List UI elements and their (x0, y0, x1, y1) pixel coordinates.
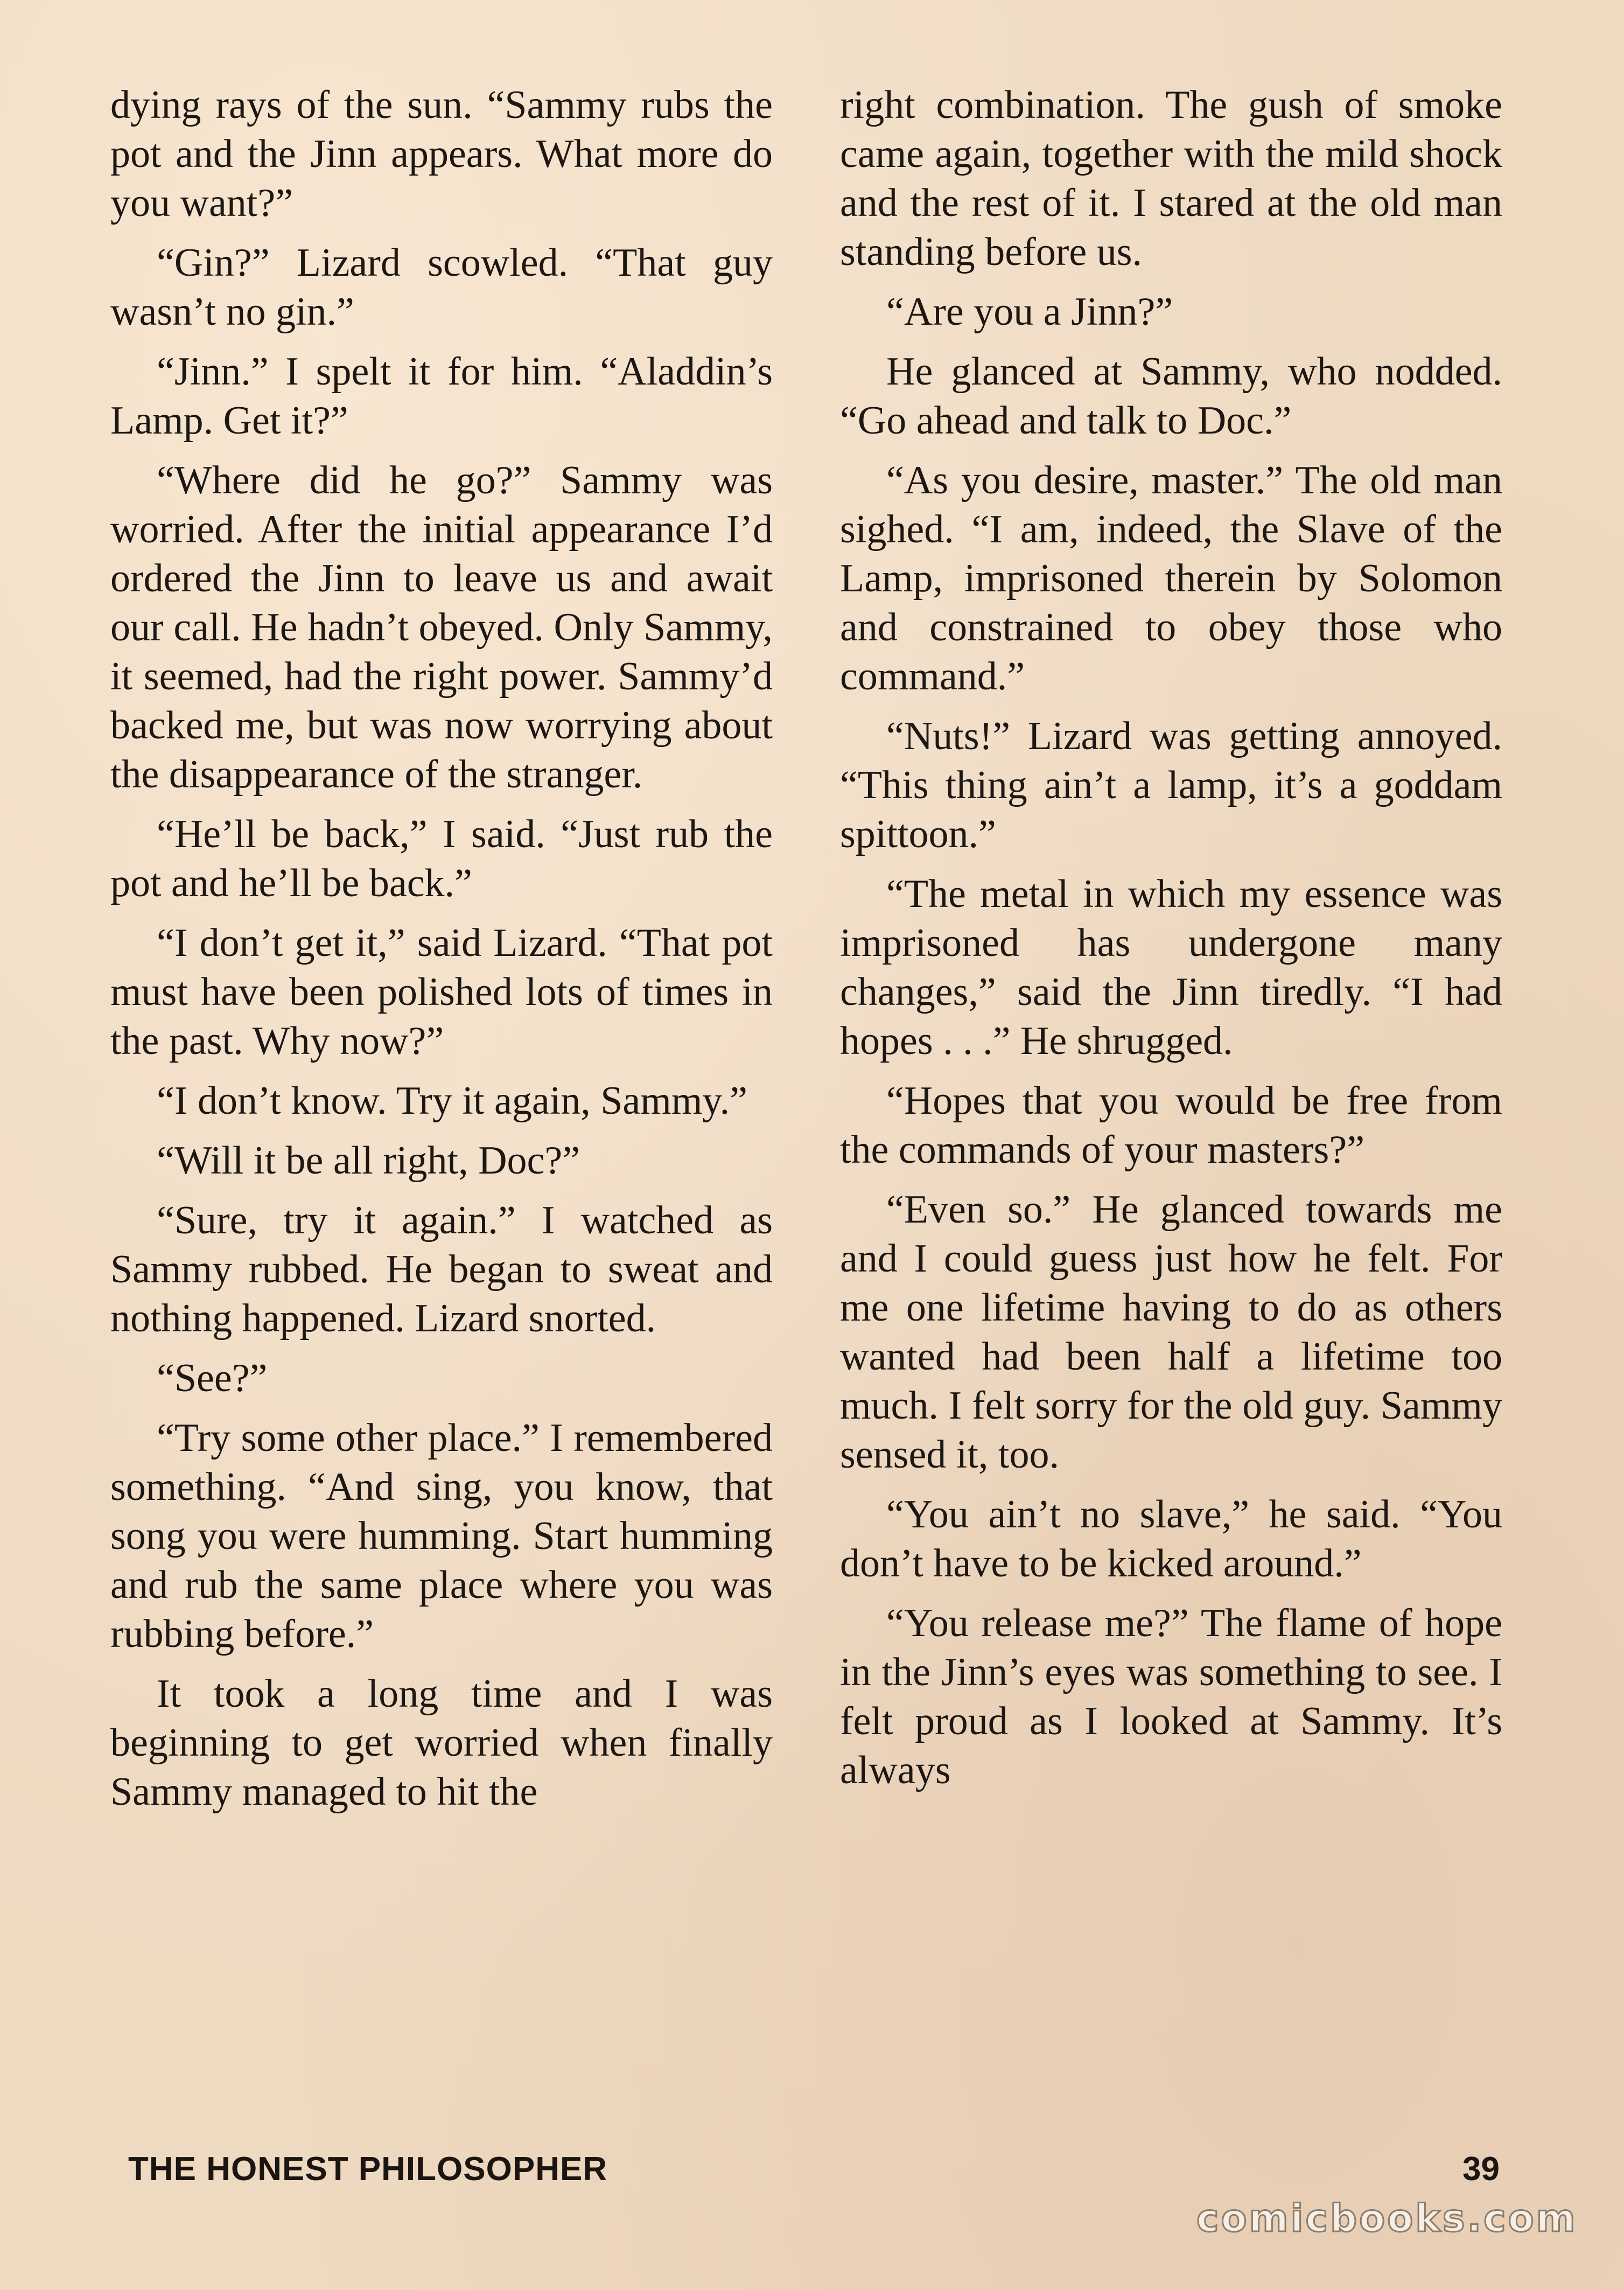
paragraph: “Jinn.” I spelt it for him. “Aladdin’s Lamp. Get it?” (110, 350, 773, 443)
paragraph: “As you desire, master.” The old man sighed. “I am, indeed, the Slave of the Lamp, imprisoned therein by Solomon and constrained to obey those who command.” (840, 458, 1502, 699)
page-number: 39 (1462, 2151, 1500, 2188)
paragraph: “Nuts!” Lizard was getting annoyed. “This thing ain’t a lamp, it’s a goddam spittoon.” (840, 714, 1502, 856)
paragraph: It took a long time and I was beginning to get worried when finally Sammy managed to hit the (110, 1672, 773, 1814)
running-footer-title: THE HONEST PHILOSOPHER (128, 2151, 608, 2188)
paragraph: “Hopes that you would be free from the commands of your masters?” (840, 1079, 1502, 1172)
paragraph: “You release me?” The flame of hope in the Jinn’s eyes was something to see. I felt proud as I looked at Sammy. It’s always (840, 1601, 1502, 1792)
paragraph: dying rays of the sun. “Sammy rubs the pot and the Jinn appears. What more do you want?” (110, 83, 773, 225)
paragraph: “I don’t know. Try it again, Sammy.” (157, 1079, 747, 1123)
paragraph: right combination. The gush of smoke came again, together with the mild shock and the rest of it. I stared at the old man standing before us. (840, 83, 1502, 274)
paragraph: He glanced at Sammy, who nodded. “Go ahead and talk to Doc.” (840, 350, 1502, 443)
paragraph: “He’ll be back,” I said. “Just rub the pot and he’ll be back.” (110, 812, 773, 905)
paragraph: “Gin?” Lizard scowled. “That guy wasn’t no gin.” (110, 241, 773, 334)
paragraph: “I don’t get it,” said Lizard. “That pot must have been polished lots of times in the past. Why now?” (110, 921, 773, 1063)
paragraph: “See?” (157, 1356, 268, 1400)
paragraph: “Will it be all right, Doc?” (157, 1139, 580, 1183)
paragraph: “The metal in which my essence was imprisoned has undergone many changes,” said the Jinn tiredly. “I had hopes . . .” He shrugged. (840, 872, 1502, 1063)
paragraph: “Are you a Jinn?” (886, 290, 1173, 334)
paragraph: “Sure, try it again.” I watched as Sammy rubbed. He began to sweat and nothing happened. Lizard snorted. (110, 1198, 773, 1341)
watermark: comicbooks.com (1196, 2196, 1578, 2240)
left-column (110, 81, 773, 2122)
right-column (840, 81, 1502, 2122)
paragraph: “Where did he go?” Sammy was worried. After the initial appearance I’d ordered the Jinn to leave us and await our call. He hadn’t obeyed. Only Sammy, it seemed, had the right power. Sammy’d backed me, but was now worrying about the disappearance of the stranger. (110, 458, 773, 797)
paragraph: “You ain’t no slave,” he said. “You don’t have to be kicked around.” (840, 1492, 1502, 1586)
paragraph: “Even so.” He glanced towards me and I could guess just how he felt. For me one lifetime having to do as others wanted had been half a lifetime too much. I felt sorry for the old guy. Sammy sensed it, too. (840, 1188, 1502, 1477)
paragraph: “Try some other place.” I remembered something. “And sing, you know, that song you were humming. Start humming and rub the same place where you was rubbing before.” (110, 1416, 773, 1656)
